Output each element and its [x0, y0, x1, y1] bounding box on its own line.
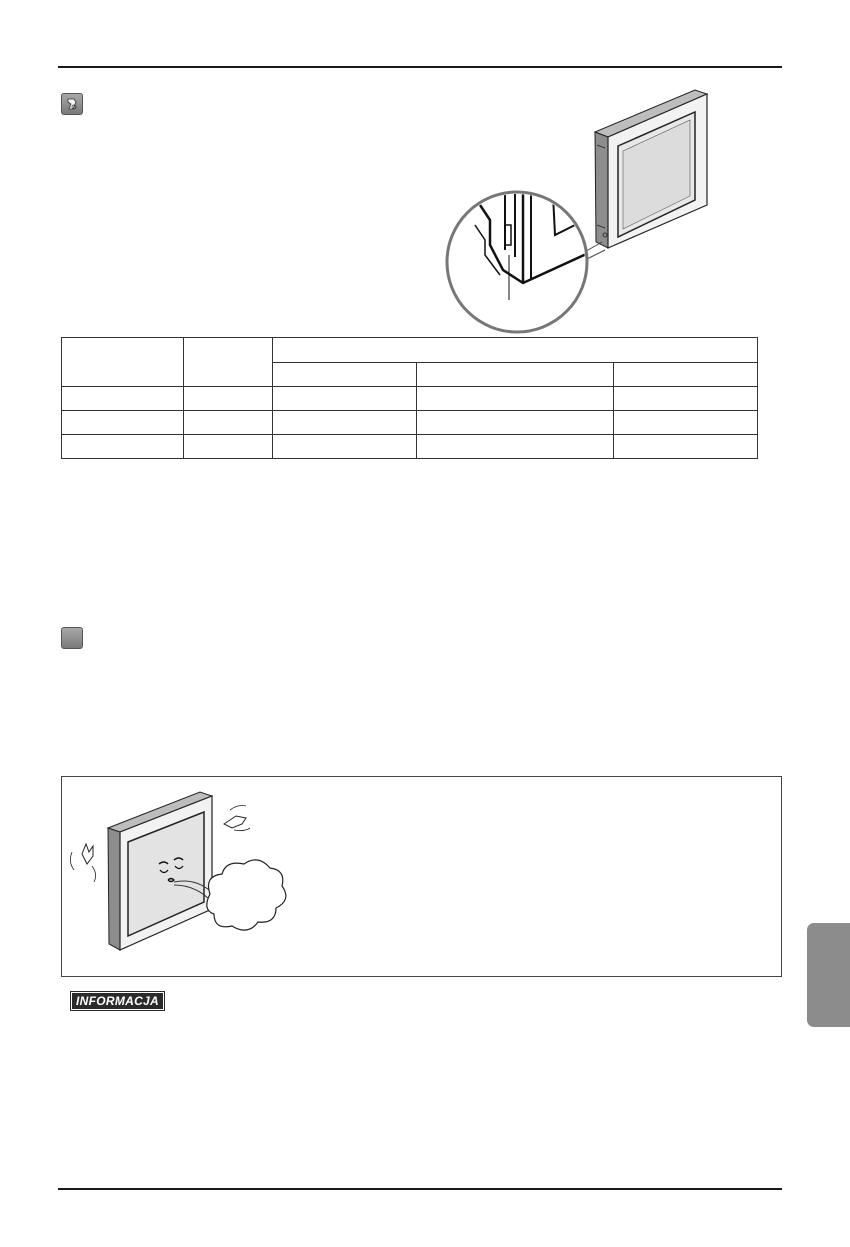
indoor-unit-cartoon-illustration [62, 784, 292, 959]
table-row [62, 435, 758, 459]
table-row [62, 411, 758, 435]
table-cell [614, 362, 758, 387]
table-cell [184, 338, 273, 387]
installation-tool-icon [61, 93, 83, 115]
table-cell [273, 362, 417, 387]
specification-table [61, 337, 758, 459]
table-row [62, 387, 758, 411]
table-cell [62, 338, 184, 387]
table-cell [273, 338, 758, 363]
square-bullet-icon [61, 627, 83, 649]
table-cell [417, 362, 614, 387]
indoor-unit-zoom-illustration [445, 85, 715, 335]
header-rule [58, 66, 782, 68]
footer-rule [58, 1188, 782, 1190]
language-side-tab [807, 923, 850, 1027]
information-badge: INFORMACJA [72, 993, 163, 1009]
